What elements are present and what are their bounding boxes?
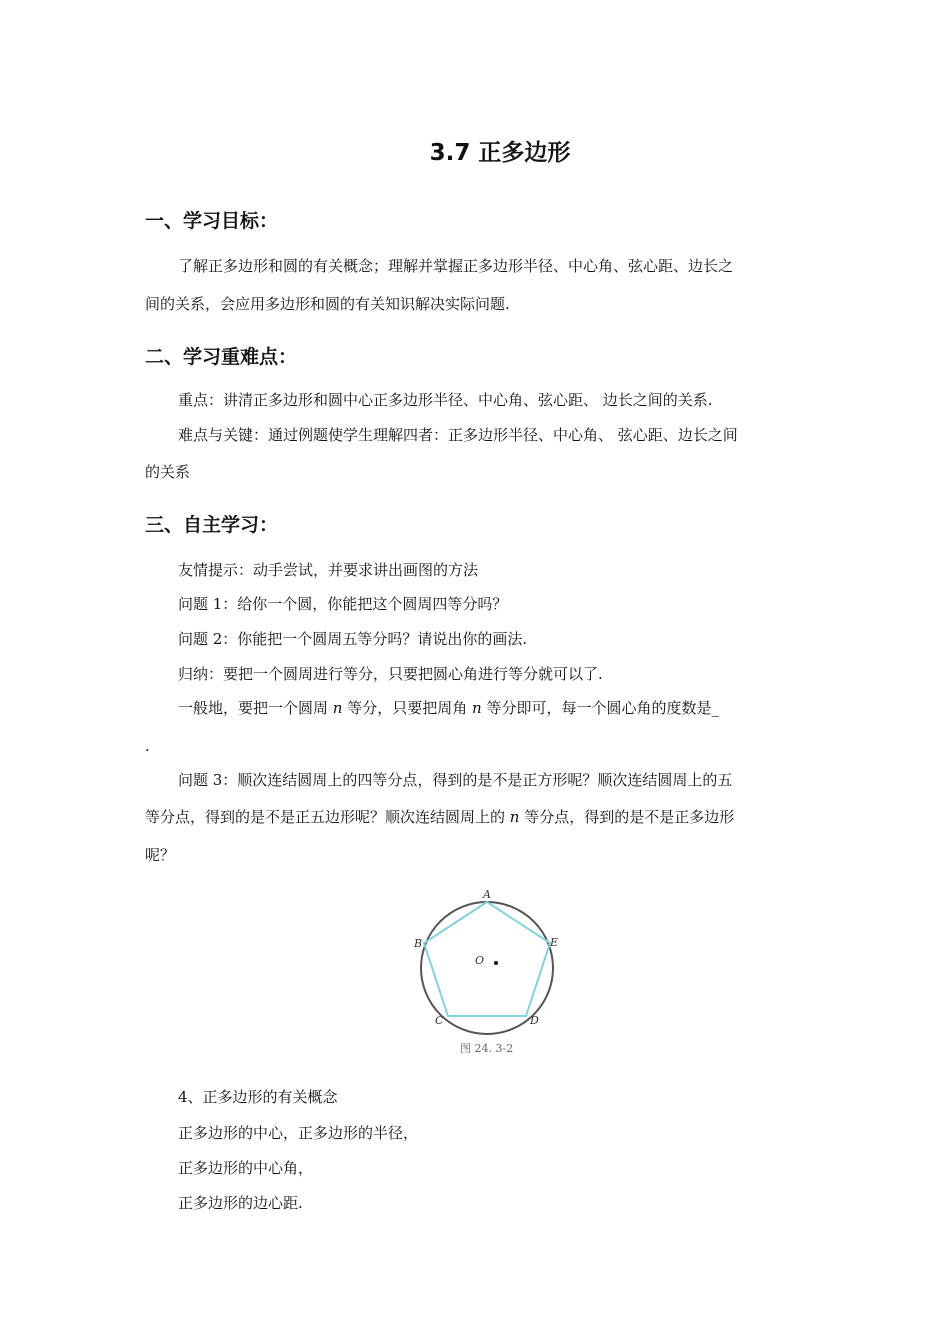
- question-2: 问题 2：你能把一个圆周五等分吗？请说出你的画法.: [178, 630, 528, 648]
- section-heading-goals: 一、学习目标：: [145, 210, 279, 232]
- center-point: [494, 961, 498, 965]
- general-text-b: 等分，只要把周角: [342, 699, 472, 717]
- variable-n: n: [332, 699, 343, 717]
- concept-apothem: 正多边形的边心距.: [178, 1194, 303, 1212]
- difficulty-text-line2: 的关系: [145, 463, 191, 481]
- variable-n: n: [472, 699, 482, 717]
- label-C: C: [435, 1014, 444, 1027]
- question-3-line1: 问题 3：顺次连结圆周上的四等分点，得到的是不是正方形呢？顺次连结圆周上的五: [178, 771, 733, 789]
- label-D: D: [530, 1014, 539, 1027]
- section-heading-self-study: 三、自主学习：: [145, 514, 279, 536]
- figure-caption: 图 24. 3-2: [460, 1042, 514, 1055]
- concept-center-radius: 正多边形的中心，正多边形的半径，: [178, 1124, 419, 1142]
- pentagon-diagram: [412, 884, 572, 1060]
- difficulty-text-line1: 难点与关键：通过例题使学生理解四者：正多边形半径、中心角、 弦心距、边长之间: [178, 426, 738, 444]
- key-point-text: 重点：讲清正多边形和圆中心正多边形半径、中心角、弦心距、 边长之间的关系.: [178, 391, 713, 409]
- q3-text-b: 等分点，得到的是不是正多边形: [519, 808, 735, 826]
- summary-text: 归纳：要把一个圆周进行等分，只要把圆心角进行等分就可以了.: [178, 665, 603, 683]
- general-statement: [178, 698, 719, 718]
- question-3-line2: [145, 807, 734, 827]
- label-O: O: [475, 954, 485, 967]
- question-1: 问题 1：给你一个圆，你能把这个圆周四等分吗？: [178, 595, 508, 613]
- general-text-c: 等分即可，每一个圆心角的度数是_: [481, 699, 719, 717]
- label-E: E: [550, 936, 559, 949]
- label-A: A: [483, 888, 491, 901]
- general-text-a: 一般地，要把一个圆周: [178, 699, 333, 717]
- concepts-heading: 4、正多边形的有关概念: [178, 1088, 338, 1106]
- section-heading-key-points: 二、学习重难点：: [145, 346, 298, 368]
- goals-text-line1: 了解正多边形和圆的有关概念；理解并掌握正多边形半径、中心角、弦心距、边长之: [178, 257, 734, 275]
- label-B: B: [414, 937, 423, 950]
- question-3-line3: 呢？: [145, 846, 176, 864]
- q3-text-a: 等分点，得到的是不是正五边形呢？顺次连结圆周上的: [145, 808, 510, 826]
- pentagon-figure: [412, 884, 572, 1060]
- page-title: 3.7 正多边形: [429, 140, 571, 166]
- tip-text: 友情提示：动手尝试，并要求讲出画图的方法: [178, 561, 479, 579]
- concept-central-angle: 正多边形的中心角，: [178, 1159, 314, 1177]
- variable-n: n: [509, 808, 520, 826]
- goals-text-line2: 间的关系，会应用多边形和圆的有关知识解决实际问题.: [145, 295, 510, 313]
- period-mark: .: [145, 737, 150, 755]
